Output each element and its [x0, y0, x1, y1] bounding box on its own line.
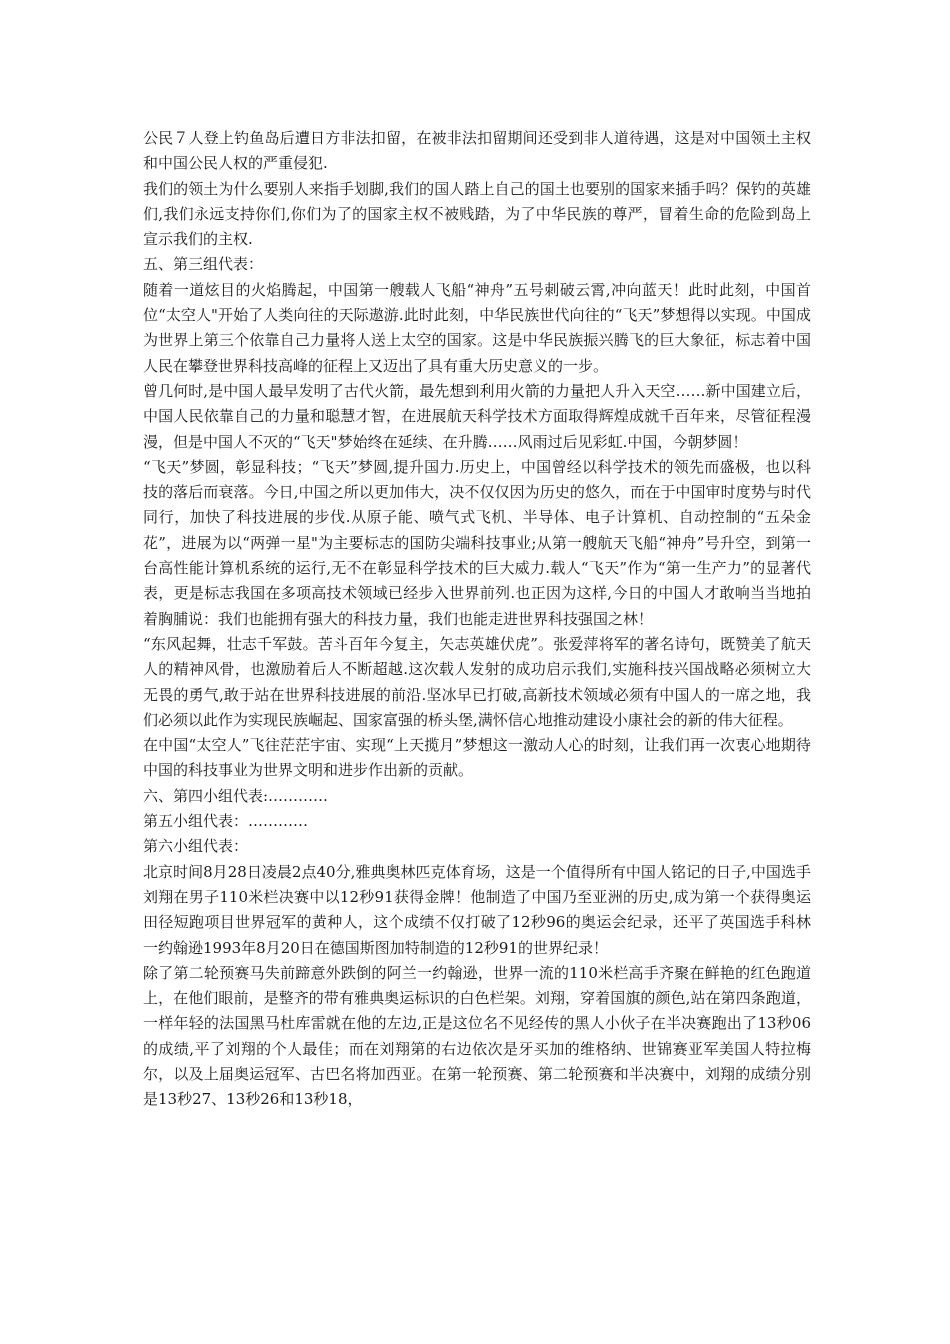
paragraph-diaoyu-detention: 公民７人登上钓鱼岛后遭日方非法扣留，在被非法扣留期间还受到非人道待遇，这是对中国领土主权和中国公民人权的严重侵犯.	[143, 129, 811, 173]
paragraph-final-race: 除了第二轮预赛马失前蹄意外跌倒的阿兰一约翰逊，世界一流的110米栏高手齐聚在鲜艳的红色跑道上，在他们眼前，是整齐的带有雅典奥运标识的白色栏架。刘翔，穿着国旗的颜色,站在第四条跑道，一样年轻的法国黑马杜库雷就在他的左边,正是这位名不见经传的黑人小伙子在半决赛跑出了13秒06的成绩,平了刘翔的个人最佳；而在刘翔第的右边依次是牙买加的维格纳、世锦赛亚军美国人特拉梅尔，以及上届奥运冠军、古巴名将加西亚。在第一轮预赛、第二轮预赛和半决赛中，刘翔的成绩分别是13秒27、13秒26和13秒18，	[143, 963, 811, 1109]
paragraph-sovereignty: 我们的领土为什么要别人来指手划脚,我们的国人踏上自己的国土也要别的国家来插手吗？保钓的英雄们,我们永远支持你们,你们为了的国家主权不被贱踏，为了中华民族的尊严，冒着生命的危险到岛上宣示我们的主权.	[143, 179, 811, 249]
section-heading-group-6: 第六小组代表：	[143, 837, 249, 856]
section-heading-group-5: 第五小组代表：…………	[143, 812, 309, 831]
paragraph-liu-xiang-gold: 北京时间8月28日凌晨2点40分,雅典奥林匹克体育场，这是一个值得所有中国人铭记的日子,中国选手刘翔在男子110米栏决赛中以12秒91获得金牌！他制造了中国乃至亚洲的历史,成为第一个获得奥运田径短跑项目世界冠军的黄种人，这个成绩不仅打破了12秒96的奥运会纪录，还平了英国选手科林一约翰逊1993年8月20日在德国斯图加特制造的12秒91的世界纪录！	[143, 862, 811, 957]
paragraph-rocket-history: 曾几何时,是中国人最早发明了古代火箭，最先想到利用火箭的力量把人升入天空……新中国建立后，中国人民依靠自己的力量和聪慧才智，在进展航天科学技术方面取得辉煌成就千百年来，尽管征程漫漫，但是中国人不灭的“飞天"梦始终在延续、在升腾……风雨过后见彩虹.中国，今朝梦圆！	[143, 381, 811, 451]
paragraph-shenzhou-launch: 随着一道炫目的火焰腾起，中国第一艘载人飞船“神舟”五号刺破云霄,冲向蓝天！此时此刻，中国首位“太空人"开始了人类向往的天际遨游.此时此刻，中华民族世代向往的“飞天”梦想得以实现。中国成为世界上第三个依靠自己力量将人送上太空的国家。这是中华民族振兴腾飞的巨大象征，标志着中国人民在攀登世界科技高峰的征程上又迈出了具有重大历史意义的一步。	[143, 280, 811, 375]
paragraph-feitian-technology: “飞天”梦圆，彰显科技；“飞天”梦圆,提升国力.历史上，中国曾经以科学技术的领先而盛极，也以科技的落后而衰落。今日,中国之所以更加伟大，决不仅仅因为历史的悠久，而在于中国审时度势与时代同行，加快了科技进展的步伐.从原子能、喷气式飞机、半导体、电子计算机、自动控制的“五朵金花”，进展为以“两弹一星"为主要标志的国防尖端科技事业;从第一艘航天飞船“神舟”号升空，到第一台高性能计算机系统的运行,无不在彰显科学技术的巨大威力.载人“飞天”作为“第一生产力”的显著代表，更是标志我国在多项高技术领域已经步入世界前列.也正因为这样,今日的中国人才敢响当当地拍着胸脯说：我们也能拥有强大的科技力量，我们也能走进世界科技强国之林！	[143, 457, 811, 628]
document-body	[143, 126, 811, 1113]
paragraph-expectation: 在中国“太空人”飞往茫茫宇宙、实现“上天揽月”梦想这一激动人心的时刻，让我们再一次衷心地期待中国的科技事业为世界文明和进步作出新的贡献。	[143, 736, 811, 780]
section-heading-group-4: 六、第四小组代表:…………	[143, 786, 329, 805]
section-heading-group-3: 五、第三组代表：	[143, 255, 264, 274]
paragraph-poem: “东风起舞，壮志千军鼓。苦斗百年今复主，矢志英雄伏虎”。张爱萍将军的著名诗句，既赞美了航天人的精神风骨，也激励着后人不断超越.这次载人发射的成功启示我们,实施科技兴国战略必须树立大无畏的勇气,敢于站在世界科技进展的前沿.坚冰早已打破,高新技术领域必须有中国人的一席之地，我们必须以此作为实现民族崛起、国家富强的桥头堡,满怀信心地推动建设小康社会的新的伟大征程。	[143, 634, 811, 729]
